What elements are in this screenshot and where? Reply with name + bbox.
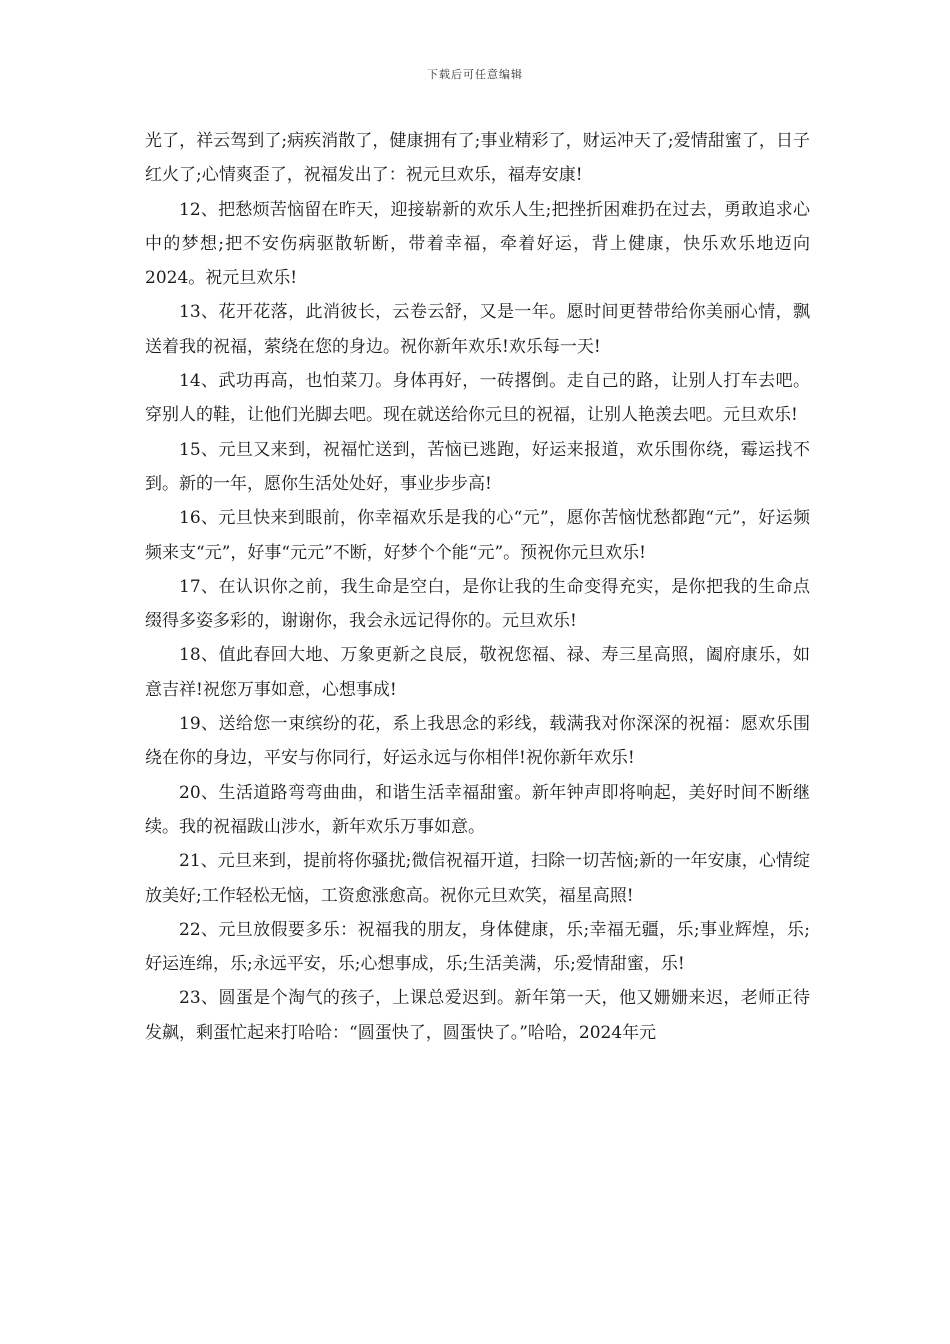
paragraph-item-19: 19、送给您一束缤纷的花，系上我思念的彩线，载满我对你深深的祝福：愿欢乐围绕在你的身边，平安与你同行，好运永远与你相伴!祝你新年欢乐! [145,714,810,769]
paragraph-item-17: 17、在认识你之前，我生命是空白，是你让我的生命变得充实，是你把我的生命点缀得多姿多彩的，谢谢你，我会永远记得你的。元旦欢乐! [145,576,810,632]
document-body [145,124,810,1050]
paragraph-item-21: 21、元旦来到，提前将你骚扰;微信祝福开道，扫除一切苦恼;新的一年安康，心情绽放美好;工作轻松无恼，工资愈涨愈高。祝你元旦欢笑，福星高照! [145,851,810,906]
paragraph-item-20: 20、生活道路弯弯曲曲，和谐生活幸福甜蜜。新年钟声即将响起，美好时间不断继续。我的祝福跋山涉水，新年欢乐万事如意。 [145,782,810,837]
page-header: 下载后可任意编辑 [427,68,523,81]
paragraph-item-18: 18、值此春回大地、万象更新之良辰，敬祝您福、禄、寿三星高照，阖府康乐，如意吉祥!祝您万事如意，心想事成! [145,645,810,700]
paragraph-item-12: 12、把愁烦苦恼留在昨天，迎接崭新的欢乐人生;把挫折困难扔在过去，勇敢追求心中的梦想;把不安伤病驱散斩断，带着幸福，牵着好运，背上健康，快乐欢乐地迈向2024。祝元旦欢乐! [145,199,810,289]
paragraph-continuation: 光了，祥云驾到了;病疾消散了，健康拥有了;事业精彩了，财运冲天了;爱情甜蜜了，日子红火了;心情爽歪了，祝福发出了：祝元旦欢乐，福寿安康! [145,131,810,186]
paragraph-item-13: 13、花开花落，此消彼长，云卷云舒，又是一年。愿时间更替带给你美丽心情，飘送着我的祝福，萦绕在您的身边。祝你新年欢乐!欢乐每一天! [145,302,810,357]
paragraph-item-15: 15、元旦又来到，祝福忙送到，苦恼已逃跑，好运来报道，欢乐围你绕，霉运找不到。新的一年，愿你生活处处好，事业步步高! [145,439,810,494]
paragraph-item-16: 16、元旦快来到眼前，你幸福欢乐是我的心“元”，愿你苦恼忧愁都跑“元”，好运频频来支“元”，好事“元元”不断，好梦个个能“元”。预祝你元旦欢乐! [145,508,810,563]
paragraph-item-23: 23、圆蛋是个淘气的孩子，上课总爱迟到。新年第一天，他又姗姗来迟，老师正待发飙，剩蛋忙起来打哈哈：“圆蛋快了，圆蛋快了。”哈哈，2024年元 [145,988,810,1043]
paragraph-item-14: 14、武功再高，也怕菜刀。身体再好，一砖撂倒。走自己的路，让别人打车去吧。穿别人的鞋，让他们光脚去吧。现在就送给你元旦的祝福，让别人艳羡去吧。元旦欢乐! [145,371,810,426]
paragraph-item-22: 22、元旦放假要多乐：祝福我的朋友，身体健康，乐;幸福无疆，乐;事业辉煌，乐;好运连绵，乐;永远平安，乐;心想事成，乐;生活美满，乐;爱情甜蜜，乐! [145,919,810,975]
